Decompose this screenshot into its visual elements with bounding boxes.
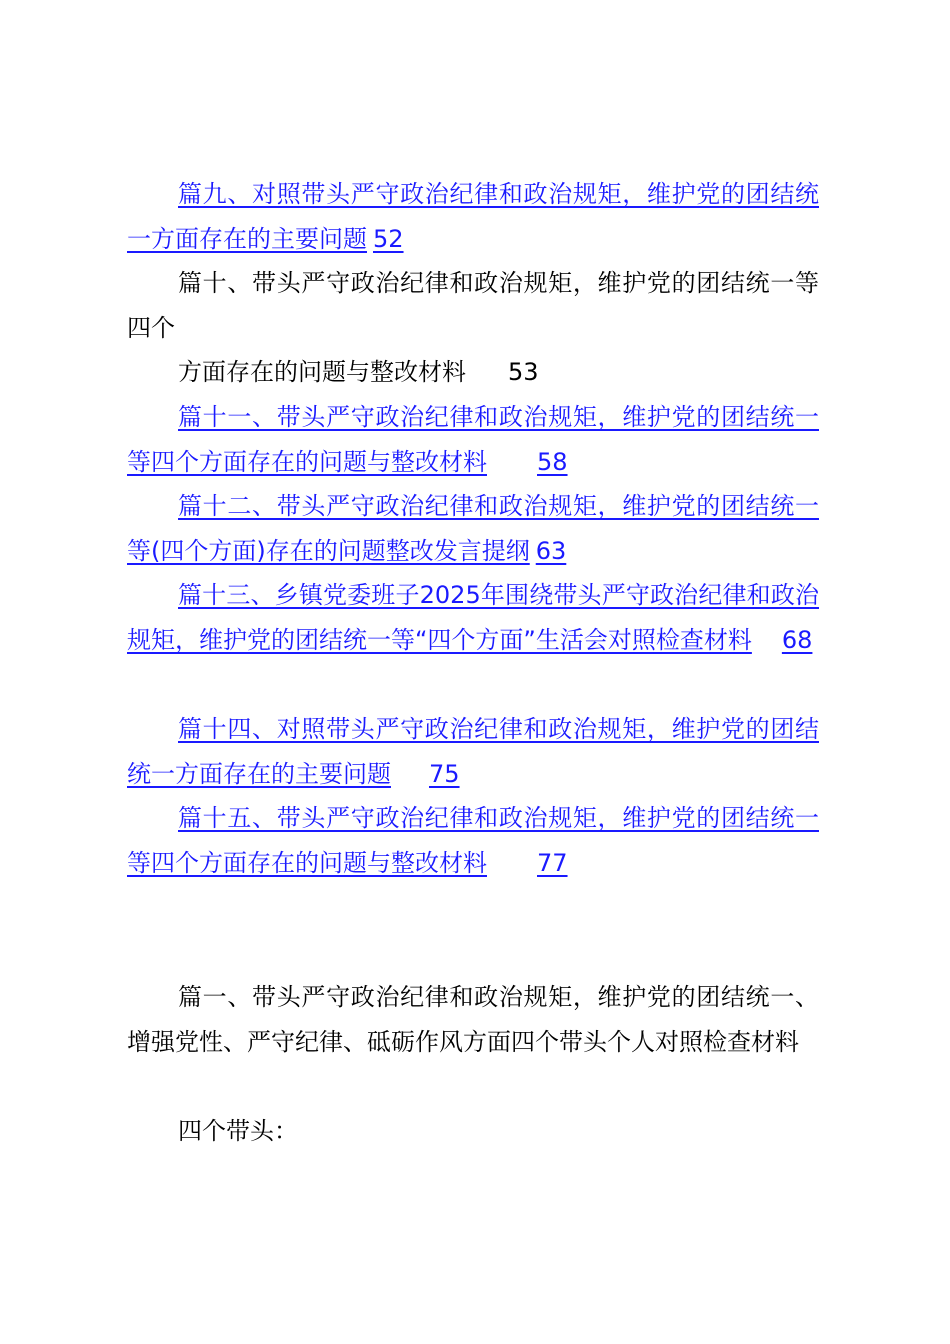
toc-title: 方面存在的问题与整改材料 <box>178 358 466 386</box>
toc-title: 篇十五、带头严守政治纪律和政治规矩，维护党的团结统一等四个方面存在的问题与整改材料 <box>127 804 819 877</box>
toc-page-number: 63 <box>535 536 567 565</box>
toc-link-14[interactable] <box>127 715 819 788</box>
toc-page-number: 77 <box>537 848 568 877</box>
toc-title: 篇十三、乡镇党委班子2025年围绕带头严守政治纪律和政治规矩，维护党的团结统一等“四个方面”生活会对照检查材料 <box>127 581 819 654</box>
toc-entry-14[interactable] <box>127 707 819 796</box>
toc-link-12[interactable] <box>127 492 819 565</box>
toc-entry-13[interactable] <box>127 573 819 662</box>
toc-entry-10-continued <box>178 350 818 395</box>
toc-title: 篇十、带头严守政治纪律和政治规矩，维护党的团结统一等四个 <box>127 269 819 342</box>
toc-page-number: 53 <box>508 358 539 386</box>
toc-page-number: 52 <box>373 224 404 253</box>
section-heading: 篇一、带头严守政治纪律和政治规矩，维护党的团结统一、增强党性、严守纪律、砥砺作风方面四个带头个人对照检查材料 <box>127 983 819 1056</box>
toc-link-13[interactable] <box>127 581 819 654</box>
toc-page-number: 68 <box>781 625 813 654</box>
toc-link-11[interactable] <box>127 403 819 476</box>
toc-page-number: 75 <box>429 759 460 788</box>
toc-link-15[interactable] <box>127 804 819 877</box>
toc-page-number: 58 <box>537 447 568 476</box>
toc-entry-9[interactable] <box>127 172 819 261</box>
section-subheading: 四个带头： <box>178 1117 298 1145</box>
toc-entry-12[interactable] <box>127 484 819 573</box>
toc-entry-11[interactable] <box>127 395 819 484</box>
toc-title: 篇十一、带头严守政治纪律和政治规矩，维护党的团结统一等四个方面存在的问题与整改材料 <box>127 403 819 476</box>
toc-title: 篇十四、对照带头严守政治纪律和政治规矩，维护党的团结统一方面存在的主要问题 <box>127 715 819 788</box>
toc-title: 篇九、对照带头严守政治纪律和政治规矩，维护党的团结统一方面存在的主要问题 <box>127 180 819 253</box>
toc-entry-15[interactable] <box>127 796 819 885</box>
toc-entry-10 <box>127 261 819 350</box>
toc-link-9[interactable] <box>127 180 819 253</box>
toc-title: 篇十二、带头严守政治纪律和政治规矩，维护党的团结统一等(四个方面)存在的问题整改发言提纲 <box>127 492 819 565</box>
